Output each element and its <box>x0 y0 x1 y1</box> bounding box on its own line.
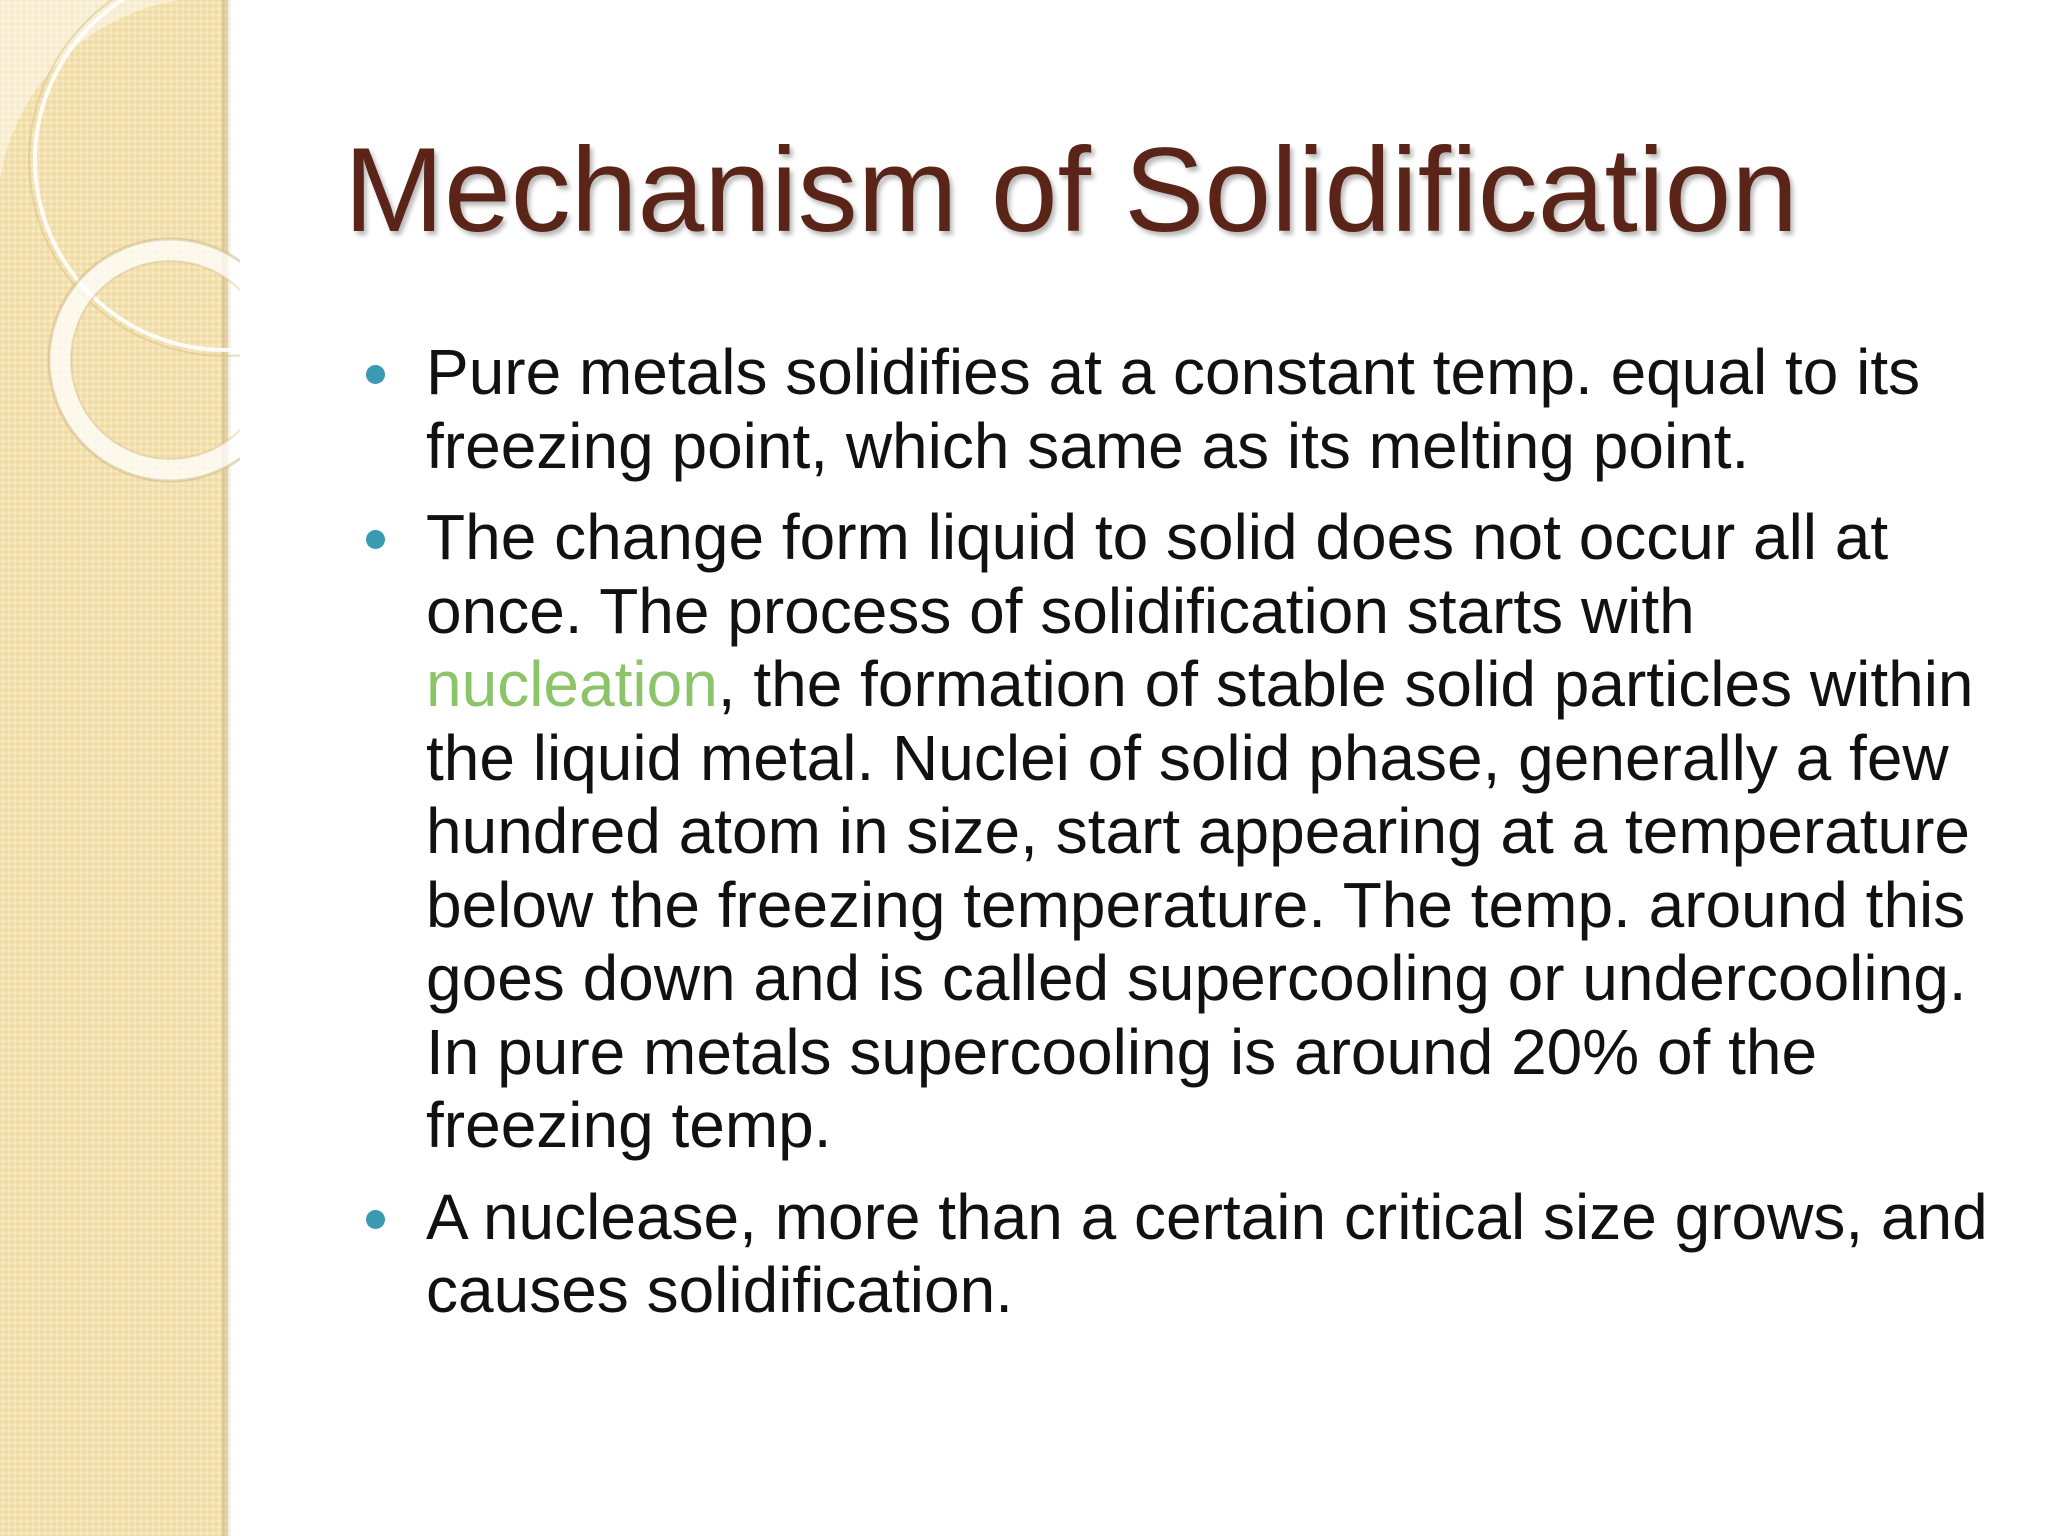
bullet-text-part: The change form liquid to solid does not occur all at once. The process of solidification starts with <box>426 501 1889 647</box>
bullet-dot-icon <box>366 1210 385 1229</box>
bullet-text: Pure metals solidifies at a constant temp. equal to its freezing point, which same as its melting point. <box>426 336 1921 482</box>
decorative-rings-icon <box>0 0 240 520</box>
bullet-item <box>360 336 2020 483</box>
nucleation-term: nucleation <box>426 648 718 720</box>
large-ring-shadow <box>29 0 240 356</box>
small-ring-outer-edge <box>49 239 240 481</box>
bullet-text-part: , the formation of stable solid particles within the liquid metal. Nuclei of solid phase, generally a few hundred atom in size, start appearing at a temperature below the freezing temperature. The temp. around this goes down and is called supercooling or undercooling. In pure metals supercooling is around 20% of the freezing temp. <box>426 648 1974 1161</box>
bullet-item <box>360 1181 2020 1328</box>
slide-title: Mechanism of Solidification <box>344 123 1799 257</box>
bullet-dot-icon <box>366 365 385 384</box>
small-ring <box>60 250 240 470</box>
bullet-dot-icon <box>366 530 385 549</box>
bullet-item <box>360 501 2020 1163</box>
bullet-text: A nuclease, more than a certain critical size grows, and causes solidification. <box>426 1180 1988 1326</box>
bullet-list <box>360 336 2020 1346</box>
